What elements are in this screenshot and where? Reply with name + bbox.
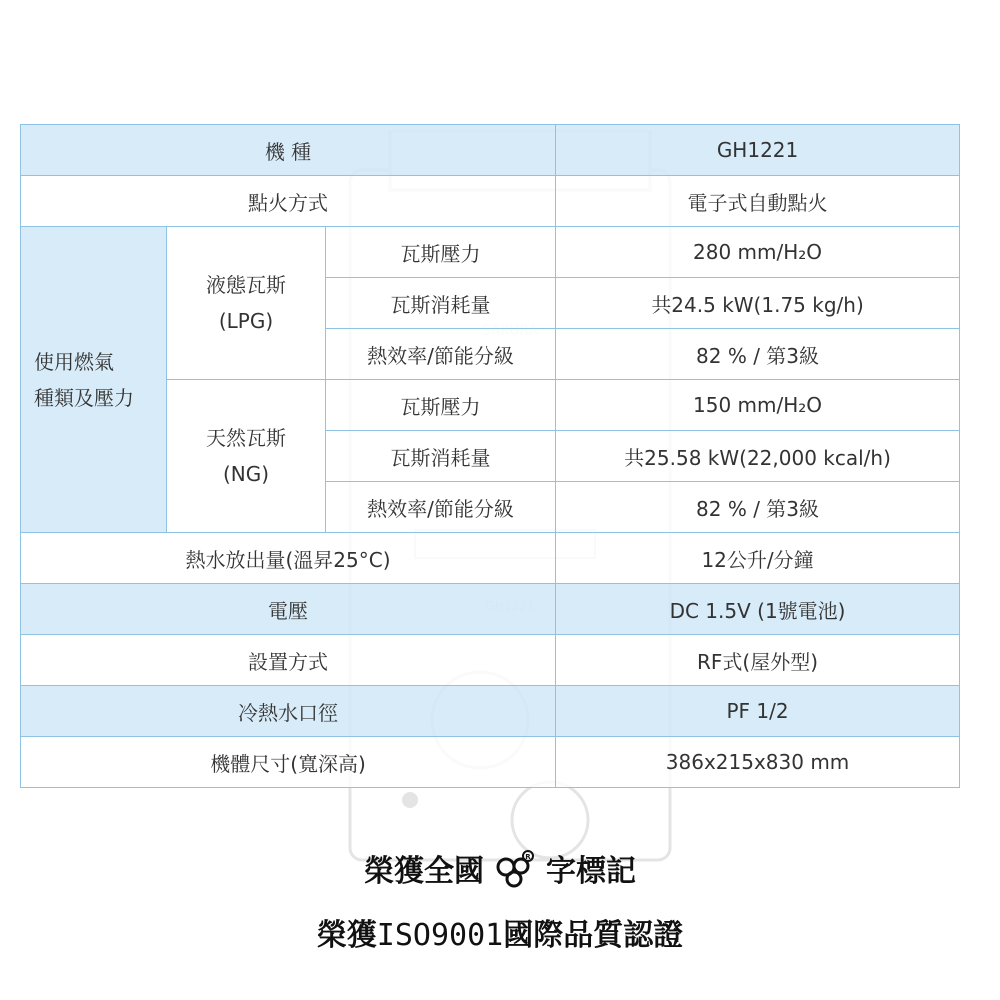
model-label: 機 種	[21, 125, 556, 176]
svg-text:R: R	[525, 852, 531, 861]
pipe-diameter-value: PF 1/2	[556, 686, 960, 737]
spec-table	[20, 124, 960, 788]
lpg-label-line1: 液態瓦斯	[206, 273, 286, 297]
ng-pressure-label: 瓦斯壓力	[326, 380, 556, 431]
iso-code: ISO9001	[376, 918, 504, 953]
table-row-voltage	[21, 584, 960, 635]
table-row-lpg-pressure	[21, 227, 960, 278]
gas-type-group-label	[21, 227, 167, 533]
dimensions-value: 386x215x830 mm	[556, 737, 960, 788]
pipe-diameter-label: 冷熱水口徑	[21, 686, 556, 737]
ignition-label: 點火方式	[21, 176, 556, 227]
installation-label: 設置方式	[21, 635, 556, 686]
hot-water-output-label: 熱水放出量(溫昇25°C)	[21, 533, 556, 584]
ng-label	[167, 380, 326, 533]
cns-mark-icon	[494, 849, 536, 897]
dimensions-label: 機體尺寸(寬深高)	[21, 737, 556, 788]
table-row-installation	[21, 635, 960, 686]
lpg-label	[167, 227, 326, 380]
table-row-ignition	[21, 176, 960, 227]
lpg-pressure-value: 280 mm/H₂O	[556, 227, 960, 278]
cns-certification-line	[0, 846, 1000, 897]
iso-text-suffix: 國際品質認證	[503, 918, 684, 953]
voltage-label: 電壓	[21, 584, 556, 635]
ng-pressure-value: 150 mm/H₂O	[556, 380, 960, 431]
lpg-efficiency-value: 82 % / 第3級	[556, 329, 960, 380]
lpg-consumption-label: 瓦斯消耗量	[326, 278, 556, 329]
iso-certification-line	[0, 910, 1000, 954]
cns-text-before: 榮獲全國	[364, 854, 484, 889]
lpg-consumption-value: 共24.5 kW(1.75 kg/h)	[556, 278, 960, 329]
gas-group-label-line1: 使用燃氣	[34, 349, 114, 374]
ng-label-line1: 天然瓦斯	[206, 426, 286, 450]
lpg-efficiency-label: 熱效率/節能分級	[326, 329, 556, 380]
hot-water-output-value: 12公升/分鐘	[556, 533, 960, 584]
cns-text-after: 字標記	[546, 854, 636, 889]
ignition-value: 電子式自動點火	[556, 176, 960, 227]
ng-consumption-value: 共25.58 kW(22,000 kcal/h)	[556, 431, 960, 482]
table-row-hot-water-output	[21, 533, 960, 584]
voltage-value: DC 1.5V (1號電池)	[556, 584, 960, 635]
installation-value: RF式(屋外型)	[556, 635, 960, 686]
table-row-dimensions	[21, 737, 960, 788]
table-row-model	[21, 125, 960, 176]
model-value: GH1221	[556, 125, 960, 176]
table-row-pipe-diameter	[21, 686, 960, 737]
iso-text-prefix: 榮獲	[316, 918, 377, 953]
lpg-label-line2: (LPG)	[218, 309, 274, 333]
ng-efficiency-value: 82 % / 第3級	[556, 482, 960, 533]
ng-label-line2: (NG)	[222, 462, 270, 486]
ng-efficiency-label: 熱效率/節能分級	[326, 482, 556, 533]
ng-consumption-label: 瓦斯消耗量	[326, 431, 556, 482]
lpg-pressure-label: 瓦斯壓力	[326, 227, 556, 278]
gas-group-label-line2: 種類及壓力	[34, 385, 134, 410]
